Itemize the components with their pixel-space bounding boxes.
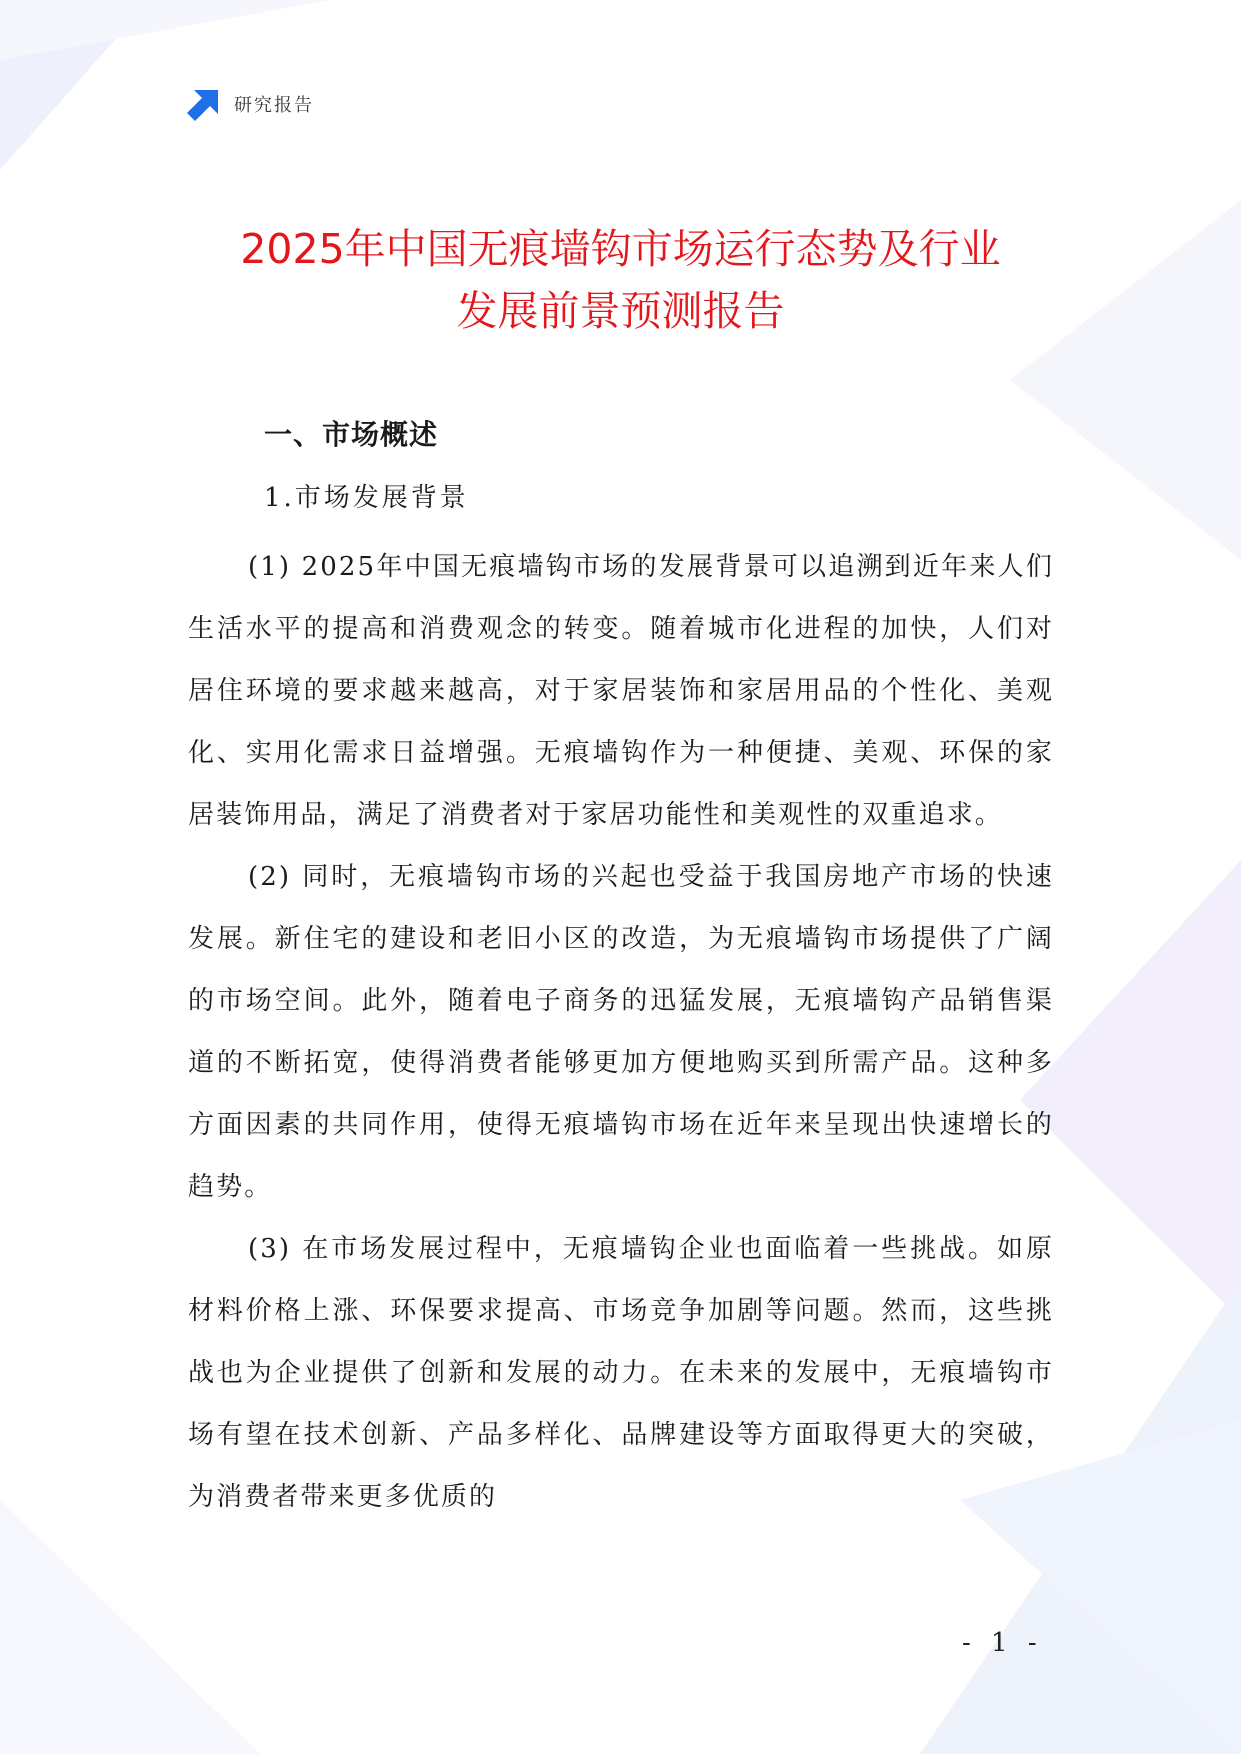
title-line-1: 2025年中国无痕墙钩市场运行态势及行业 [240,225,1001,273]
report-title [120,218,1121,342]
report-body [188,414,1054,1528]
paragraph-2: (2) 同时，无痕墙钩市场的兴起也受益于我国房地产市场的快速发展。新住宅的建设和老旧小区的改造，为无痕墙钩市场提供了广阔的市场空间。此外，随着电子商务的迅猛发展，无痕墙钩产品销售渠道的不断拓宽，使得消费者能够更加方便地购买到所需产品。这种多方面因素的共同作用，使得无痕墙钩市场在近年来呈现出快速增长的趋势。 [188,862,1054,1202]
section-heading: 一、市场概述 [264,418,439,451]
title-line-2: 发展前景预测报告 [456,287,785,335]
report-header [186,86,314,122]
paragraph-1: (1) 2025年中国无痕墙钩市场的发展背景可以追溯到近年来人们生活水平的提高和消费观念的转变。随着城市化进程的加快，人们对居住环境的要求越来越高，对于家居装饰和家居用品的个性化、美观化、实用化需求日益增强。无痕墙钩作为一种便捷、美观、环保的家居装饰用品，满足了消费者对于家居功能性和美观性的双重追求。 [188,552,1054,830]
subsection-heading: 1.市场发展背景 [264,483,469,513]
paragraph-3: (3) 在市场发展过程中，无痕墙钩企业也面临着一些挑战。如原材料价格上涨、环保要求提高、市场竞争加剧等问题。然而，这些挑战也为企业提供了创新和发展的动力。在未来的发展中，无痕墙钩市场有望在技术创新、产品多样化、品牌建设等方面取得更大的突破，为消费者带来更多优质的 [188,1234,1054,1512]
header-label: 研究报告 [234,95,314,116]
page-number: - 1 - [962,1628,1043,1658]
arrow-up-right-icon [186,86,222,122]
